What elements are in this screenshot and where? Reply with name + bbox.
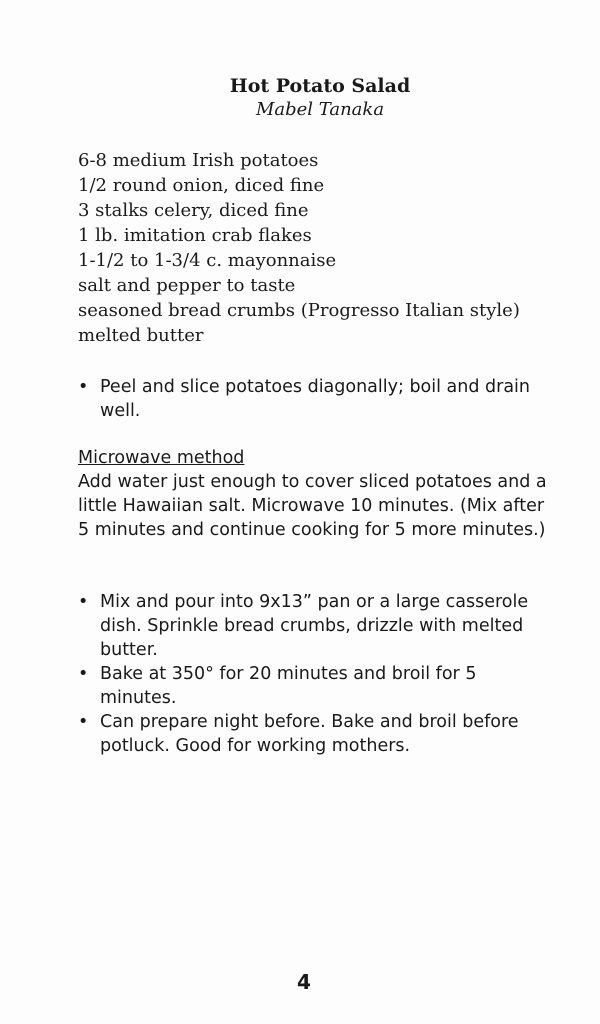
ingredient-item: 6-8 medium Irish potatoes bbox=[78, 150, 319, 171]
assembly-steps bbox=[78, 590, 548, 758]
recipe-title: Hot Potato Salad bbox=[229, 75, 411, 97]
bullet-icon: • bbox=[78, 712, 89, 732]
step-text: Mix and pour into 9x13” pan or a large casserole dish. Sprinkle bread crumbs, drizzle with melted butter. bbox=[100, 592, 529, 660]
recipe-header bbox=[0, 74, 600, 122]
step-item bbox=[78, 375, 548, 423]
preparation-steps bbox=[78, 375, 548, 423]
ingredient-item: 1/2 round onion, diced fine bbox=[78, 175, 325, 196]
bullet-icon: • bbox=[78, 664, 89, 684]
step-item bbox=[78, 590, 548, 662]
bullet-icon: • bbox=[78, 377, 89, 397]
ingredient-item: 1-1/2 to 1-3/4 c. mayonnaise bbox=[78, 250, 337, 271]
ingredient-item: 1 lb. imitation crab flakes bbox=[78, 225, 312, 246]
ingredient-item: seasoned bread crumbs (Progresso Italian style) bbox=[78, 300, 520, 321]
step-text: Bake at 350° for 20 minutes and broil for 5 minutes. bbox=[100, 664, 477, 708]
page-number: 4 bbox=[297, 970, 311, 994]
microwave-text: Add water just enough to cover sliced potatoes and a little Hawaiian salt. Microwave 10 minutes. (Mix after 5 minutes and continue cooking for 5 more minutes.) bbox=[78, 472, 547, 540]
ingredient-item: 3 stalks celery, diced fine bbox=[78, 200, 309, 221]
ingredient-list bbox=[78, 148, 520, 348]
step-text: Peel and slice potatoes diagonally; boil and drain well. bbox=[100, 377, 531, 421]
recipe-author: Mabel Tanaka bbox=[255, 99, 385, 120]
ingredient-item: salt and pepper to taste bbox=[78, 275, 296, 296]
ingredient-item: melted butter bbox=[78, 325, 204, 346]
bullet-icon: • bbox=[78, 592, 89, 612]
step-item bbox=[78, 662, 548, 710]
step-item bbox=[78, 710, 548, 758]
microwave-heading: Microwave method bbox=[78, 448, 245, 468]
microwave-section bbox=[78, 446, 548, 542]
step-text: Can prepare night before. Bake and broil before potluck. Good for working mothers. bbox=[100, 712, 519, 756]
